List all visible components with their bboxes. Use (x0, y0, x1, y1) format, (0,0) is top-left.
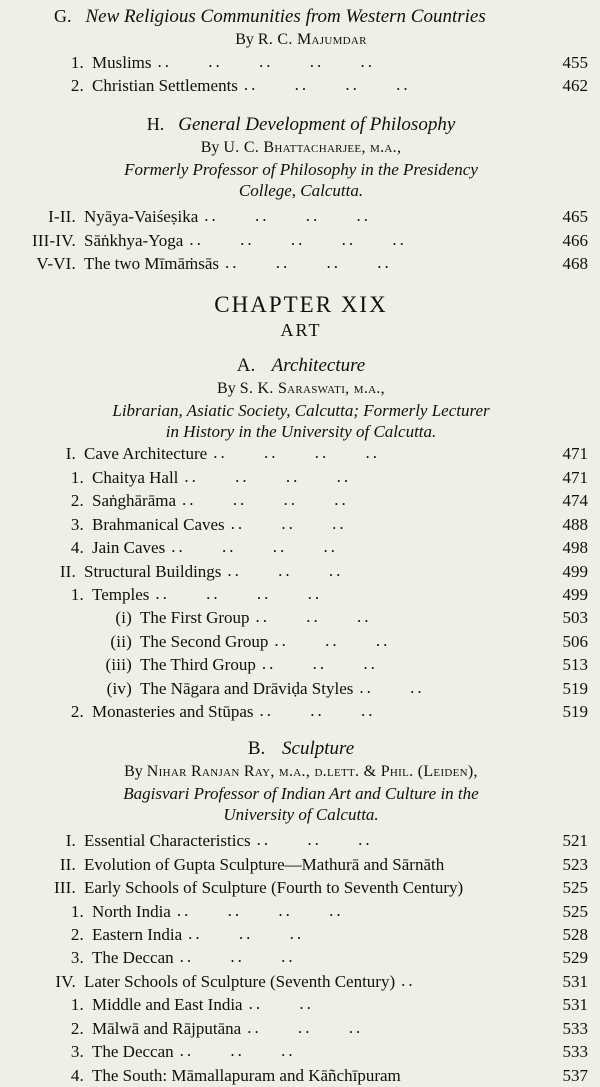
section-letter: H. (146, 113, 165, 134)
entry-number: 4. (70, 538, 84, 558)
entry-page: 537 (562, 1065, 588, 1085)
chapter-title: ART (280, 319, 322, 340)
entry-number: II. (59, 854, 76, 874)
entry-page: 528 (562, 925, 588, 945)
leader-dots: .. .. .. .. (171, 537, 338, 557)
leader-dots: .. .. .. .. (155, 583, 323, 603)
entry-number: IV. (55, 971, 76, 991)
entry-number: 2. (70, 491, 84, 511)
group-title: Architecture (271, 354, 366, 376)
section-title: General Development of Philosophy (178, 113, 456, 135)
entry-title: Evolution of Gupta Sculpture—Mathurā and Sārnāth (84, 854, 445, 874)
entry-title: North India (92, 901, 171, 921)
spacer (14, 98, 588, 112)
entry-title: Nyāya-Vaiśeṣika (84, 207, 199, 227)
leader-dots: .. .. .. (256, 830, 373, 850)
entry-title: Sāṅkhya-Yoga (84, 230, 184, 250)
chapter-label: CHAPTER XIX (214, 291, 388, 317)
toc-entry[interactable] (14, 900, 588, 923)
toc-entry[interactable] (14, 229, 588, 252)
entry-title: Saṅghārāma (92, 491, 177, 511)
group-byline-b (14, 763, 588, 781)
entry-title: Mālwā and Rājputāna (92, 1018, 242, 1038)
entry-number: 4. (70, 1065, 84, 1085)
entry-number: V-VI. (36, 254, 76, 274)
section-affiliation-h-line2: College, Calcutta. (238, 181, 364, 201)
entry-page: 468 (562, 254, 588, 274)
entry-page: 531 (562, 971, 588, 991)
leader-dots: .. .. .. .. .. (157, 52, 376, 71)
section-heading-g (14, 6, 588, 28)
leader-dots: .. .. (359, 677, 425, 697)
toc-entry[interactable] (14, 1064, 588, 1087)
toc-entry[interactable] (14, 489, 588, 512)
entry-page: 506 (562, 631, 588, 651)
byline-prefix: By (235, 31, 254, 48)
leader-dots: .. .. .. .. (184, 466, 352, 486)
entry-page: 465 (562, 207, 588, 227)
group-affiliation-b-line1: Bagisvari Professor of Indian Art and Culture in the (123, 783, 479, 803)
byline-author: S. K. Saraswati, m.a., (239, 379, 385, 397)
entry-title: The two Mīmāṁsās (84, 254, 220, 274)
group-affiliation-a-line2: in History in the University of Calcutta. (165, 422, 437, 442)
group-heading-b (14, 738, 588, 760)
entry-number: II. (59, 561, 76, 581)
entry-number: (i) (115, 608, 132, 628)
entry-title: The Deccan (92, 948, 174, 968)
byline-prefix: By (217, 379, 236, 397)
leader-dots: .. .. .. .. (243, 75, 411, 95)
leader-dots: .. .. .. .. (204, 206, 371, 226)
entry-number: 1. (70, 901, 84, 921)
entry-page: 521 (562, 831, 588, 851)
entry-page: 523 (562, 854, 588, 874)
toc-entry[interactable] (14, 946, 588, 969)
entry-number: 2. (70, 925, 84, 945)
entry-title: Chaitya Hall (92, 467, 179, 487)
entry-page: 471 (562, 444, 588, 464)
toc-entry[interactable] (14, 630, 588, 653)
entry-page: 498 (562, 538, 588, 558)
entry-number: (iv) (106, 678, 132, 698)
entry-title: Jain Caves (92, 538, 166, 558)
entry-page: 499 (562, 561, 588, 581)
leader-dots: .. .. .. (247, 1017, 364, 1037)
toc-entry[interactable] (14, 560, 588, 583)
entry-title: Christian Settlements (92, 76, 238, 96)
entry-number: III. (53, 878, 76, 898)
entry-number: 3. (70, 1042, 84, 1062)
entry-page: 525 (562, 901, 588, 921)
group-letter: B. (247, 737, 266, 759)
toc-entry[interactable] (14, 536, 588, 559)
entry-page: 533 (562, 1018, 588, 1038)
entry-title: Cave Architecture (84, 444, 208, 464)
leader-dots: .. .. .. .. (176, 900, 344, 920)
entry-page: 488 (562, 514, 588, 534)
entry-title: Monasteries and Stūpas (92, 702, 254, 722)
entry-number: (iii) (105, 655, 132, 675)
entry-number: 2. (70, 702, 84, 722)
entry-page: 466 (562, 230, 588, 250)
entry-number: (ii) (110, 631, 132, 651)
entry-number: 1. (70, 584, 84, 604)
byline-author: U. C. Bhattacharjee, m.a., (223, 138, 402, 156)
entry-page: 499 (562, 584, 588, 604)
group-title: Sculpture (282, 737, 355, 759)
entry-page: 455 (562, 53, 588, 72)
byline-prefix: By (200, 138, 220, 156)
entry-title: The South: Māmallapuram and Kāñchīpuram (92, 1065, 401, 1085)
toc-entry[interactable] (14, 51, 588, 74)
leader-dots: .. .. .. .. (225, 253, 392, 273)
leader-dots: .. .. .. (179, 1041, 296, 1061)
byline-author: R. C. Majumdar (257, 31, 367, 48)
entry-title: The Third Group (140, 655, 256, 675)
byline-prefix: By (124, 762, 143, 780)
leader-dots: .. .. .. (259, 701, 376, 721)
entry-title: Early Schools of Sculpture (Fourth to Seventh Century) (84, 878, 464, 898)
leader-dots: .. .. .. .. (182, 490, 349, 510)
entry-page: 533 (562, 1042, 588, 1062)
section-letter: G. (54, 6, 72, 26)
toc-entry[interactable] (14, 970, 588, 993)
entry-page: 462 (562, 76, 588, 96)
group-affiliation-b-line2: University of Calcutta. (223, 804, 379, 824)
entry-page: 474 (562, 491, 588, 511)
entry-title: Middle and East India (92, 995, 243, 1015)
toc-entry[interactable] (14, 700, 588, 723)
entry-number: 1. (70, 995, 84, 1015)
section-byline-h (14, 139, 588, 157)
toc-entry[interactable] (14, 993, 588, 1016)
entry-page: 503 (562, 608, 588, 628)
toc-entry[interactable] (14, 583, 588, 606)
toc-entry[interactable] (14, 829, 588, 852)
leader-dots: .. .. .. .. .. (189, 229, 407, 249)
group-letter: A. (236, 354, 256, 376)
entry-page: 471 (562, 467, 588, 487)
toc-entry[interactable] (14, 1017, 588, 1040)
leader-dots: .. .. .. (188, 924, 305, 944)
section-affiliation-h-line1: Formerly Professor of Philosophy in the Presidency (124, 159, 478, 179)
entry-title: The First Group (140, 608, 250, 628)
entry-title: Temples (92, 584, 150, 604)
toc-entry[interactable] (14, 606, 588, 629)
entry-number: III-IV. (31, 230, 76, 250)
entry-page: 513 (562, 655, 588, 675)
entry-number: I. (65, 444, 76, 464)
entry-title: Structural Buildings (84, 561, 222, 581)
toc-entry[interactable] (14, 653, 588, 676)
leader-dots: .. .. .. (179, 947, 296, 967)
entry-number: I. (65, 831, 76, 851)
section-byline-g (14, 31, 588, 49)
byline-author: Nihar Ranjan Ray, m.a., d.lett. & Phil. (Leiden), (146, 762, 478, 780)
leader-dots: .. (401, 970, 416, 990)
leader-dots: .. .. (248, 994, 314, 1014)
toc-entry[interactable] (14, 205, 588, 228)
toc-entry[interactable] (14, 442, 588, 465)
group-heading-a (14, 355, 588, 377)
entry-title: The Deccan (92, 1042, 174, 1062)
toc-entry[interactable] (14, 853, 588, 876)
entry-title: The Second Group (140, 631, 269, 651)
toc-entry[interactable] (14, 677, 588, 700)
toc-entry[interactable] (14, 466, 588, 489)
entry-page: 529 (562, 948, 588, 968)
entry-page: 525 (562, 878, 588, 898)
leader-dots: .. .. .. (227, 560, 344, 580)
entry-number: 3. (70, 948, 84, 968)
entry-number: I-II. (48, 207, 76, 227)
toc-entry[interactable] (14, 252, 588, 275)
leader-dots: .. .. .. (274, 630, 391, 650)
entry-title: Essential Characteristics (84, 831, 251, 851)
entry-page: 531 (562, 995, 588, 1015)
entry-page: 519 (562, 678, 588, 698)
section-heading-h (14, 114, 588, 136)
entry-title: Brahmanical Caves (92, 514, 225, 534)
section-title: New Religious Communities from Western Countries (85, 6, 486, 27)
leader-dots: .. .. .. (255, 607, 372, 627)
toc-entry[interactable] (14, 1040, 588, 1063)
entry-title: Muslims (92, 53, 152, 72)
entry-number: 2. (70, 76, 84, 96)
entry-page: 519 (562, 702, 588, 722)
entry-number: 1. (70, 53, 84, 72)
entry-title: Eastern India (92, 925, 183, 945)
leader-dots: .. .. .. (261, 654, 378, 674)
entry-number: 2. (70, 1018, 84, 1038)
toc-entry[interactable] (14, 74, 588, 97)
entry-number: 3. (70, 514, 84, 534)
toc-entry[interactable] (14, 876, 588, 899)
entry-number: 1. (70, 467, 84, 487)
group-byline-a (14, 380, 588, 398)
group-affiliation-a-line1: Librarian, Asiatic Society, Calcutta; Formerly Lecturer (112, 400, 490, 420)
entry-title: The Nāgara and Drāviḍa Styles (140, 678, 354, 698)
toc-entry[interactable] (14, 513, 588, 536)
entry-title: Later Schools of Sculpture (Seventh Century) (84, 971, 396, 991)
leader-dots: .. .. .. .. (213, 443, 380, 463)
leader-dots: .. .. .. (230, 513, 347, 533)
